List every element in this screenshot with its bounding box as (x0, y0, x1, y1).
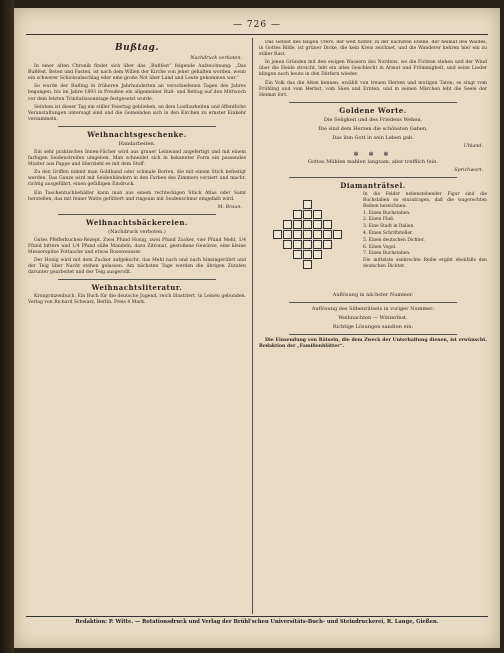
puzzle-clue: 3. Eine Stadt in Italien. (363, 224, 415, 230)
puzzle-cell (303, 210, 312, 219)
header-rule (26, 34, 488, 35)
puzzle-clue: 4. Einen Schriftsteller. (363, 230, 414, 236)
footer-rule (26, 616, 488, 617)
puzzle-cell (293, 250, 302, 259)
section-divider (289, 102, 457, 103)
section-divider (289, 334, 457, 335)
article-paragraph: Das Gebiet des langen Ufers, der weit hinter, in der nächsten Ebene, der heimat des Waldes, in Gottes Bilde, ist grüner Dicke, die kein Kreis zeichnet, und die Wanderer kehren hier ein zu stiller Rast. (259, 40, 487, 58)
puzzle-cell (313, 210, 322, 219)
section-divider (58, 279, 216, 280)
puzzle-cell (313, 220, 322, 229)
section-paragraph: Zu den Griffen nimmt man Goldband oder schmale Borten, die mit einem Stich befestigt werden. Das Ganze wird mit Seidenbändern in den Farben des Zimmers verziert und macht, richtig ausgeführt, einen gefälligen Eindruck. (28, 170, 246, 188)
ornament-divider: ✽ ✽ ✽ (353, 150, 393, 158)
puzzle-cell (313, 250, 322, 259)
puzzle-cell (303, 240, 312, 249)
solvers-label: Richtige Lösungen sandten ein: (332, 324, 414, 331)
section-heading: Weihnachtsgeschenke. (87, 129, 187, 139)
poem-line: Die sind dem Herzen die schönsten Gaben, (318, 125, 428, 132)
puzzle-cell (303, 250, 312, 259)
puzzle-clue: 7. Einen Buchstaben. (363, 251, 411, 257)
puzzle-cell (293, 230, 302, 239)
column-divider (252, 38, 253, 614)
section-subheading: (Nachdruck verboten.) (108, 228, 166, 235)
section-paragraph: Der Honig wird mit dem Zucker aufgekocht, das Mehl nach und nach hineingerührt und der Teig über Nacht stehen gelassen. Am nächsten Tage werden die übrigen Zutaten darunter gearbeitet und der Teig ausgerollt. (28, 258, 246, 276)
puzzle-outro: Die mittelste senkrechte Reihe ergibt ebenfalls den deutschen Dichter. (363, 258, 487, 269)
puzzle-cell (313, 240, 322, 249)
section-heading: Weihnachtsliteratur. (91, 283, 183, 293)
section-paragraph: Ein Taschentuchbehälter kann man aus einem rechteckigen Stück Atlas oder Samt herstellen, das mit feiner Watte gefüttert und ringsum mit Seidenschnur eingefaßt wird. (28, 190, 246, 202)
puzzle-intro: In die Felder nebenstehender Figur sind die Buchstaben so einzutragen, daß die wagerechten Reihen bezeichnen: (363, 192, 487, 209)
puzzle-clue: 1. Einen Buchstaben. (363, 210, 411, 216)
puzzle-cell (323, 230, 332, 239)
closing-quote: Gottes Mühlen mahlen langsam, aber trefflich fein. (308, 159, 438, 166)
poem-line: Die Seligkeit und des Friedens Wehen, (323, 116, 423, 123)
puzzle-resolution-label: Auflösung in nächster Nummer. (332, 292, 414, 299)
article-title: Bußtag. (115, 43, 159, 53)
puzzle-cell (293, 240, 302, 249)
article-paragraph: So wurde der Bußtag in früheren Jahrhunderten an verschiedenen Tagen des Jahres begangen, bis im Jahre 1893 in Preußen ein allgemeiner Buß- und Bettag auf den Mittwoch vor dem letzten Trinitatissonntage festgesetzt wurde. (28, 84, 246, 102)
section-byline: M. Braun. (217, 204, 242, 210)
section-paragraph: Gutes Pfefferkuchen-Rezept. Zwei Pfund Honig, zwei Pfund Zucker, vier Pfund Mehl, 1/4 Pfund bittere und 1/4 Pfund süße Mandeln, dazu Zitronat, gestoßene Gewürze, eine kleine Messerspitze Pottasche und etwas Rosenwasser. (28, 237, 246, 255)
puzzle-cell (303, 260, 312, 269)
section-paragraph: Kronprinzenbuch. Ein Buch für die deutsche Jugend, reich illustriert, in Leinen gebunden. Verlag von Richard Schwarz, Berlin. Preis 4 Mark. (28, 294, 246, 306)
puzzle-cell (303, 230, 312, 239)
imprint-footer: Redaktion: P. Witte. — Rotationsdruck und Verlag der Brühl'schen Universitäts-Buch- und Steindruckerei, R. Lange, Gießen. (75, 619, 439, 625)
puzzle-cell (333, 230, 342, 239)
puzzle-cell (293, 220, 302, 229)
puzzle-clue: 5. Einen deutschen Dichter. (363, 237, 425, 243)
puzzle-cell (303, 200, 312, 209)
section-divider (289, 177, 457, 178)
left-column (28, 40, 246, 612)
goldene-worte-heading: Goldene Worte. (339, 105, 407, 115)
diamond-puzzle (263, 192, 487, 288)
article-subtitle: Nachdruck verboten. (190, 56, 242, 61)
section-divider (289, 302, 457, 303)
scan-edge (0, 0, 14, 653)
puzzle-cell (283, 240, 292, 249)
article-paragraph: In jenen Gründen mit den ewigen Wassern des Nordens, wo die Fichten stehen und der Wind über die Heide streicht, lebt ein altes Geschlecht in Armut und Frömmigkeit, und seine Lieder klingen noch heute in den Dörfern wieder. (259, 60, 487, 78)
poem-line: Das ihm Gott in sein Leben gab. (332, 134, 414, 141)
puzzle-cell (283, 220, 292, 229)
poem-author: Uhland. (463, 143, 483, 149)
section-subheading: Handarbeiten. (118, 140, 156, 147)
puzzle-cell (313, 230, 322, 239)
puzzle-clue: 2. Einen Fluß. (363, 217, 395, 223)
article-paragraph: In einer alten Chronik findet sich über das „Bußfest“ folgende Aufzeichnung: „Das Bußfest, Beten und Fasten, ist nach dem Willen der Kirche von jeher gehalten worden, wenn ein schwerer Schicksalsschlag oder eine große Not über Land und Leute gekommen war.“ (28, 64, 246, 82)
section-heading: Weihnachtsbäckereien. (86, 217, 188, 227)
right-column (259, 40, 487, 612)
puzzle-text (363, 192, 487, 271)
section-paragraph: Ein sehr praktisches Innen-Fächer wird aus grauer Leinwand angefertigt und mit einem farbigen Seidenstreifen umgeben. Man schneidet sich in bekannter Form ein passendes Muster aus Pappe und überzieht es mit dem Stoff. (28, 149, 246, 168)
article-paragraph: Ein Volk das die Alten kennen, erzählt von treuen Herzen und mutigen Taten; es singt vom Frühling und vom Herbst, vom Säen und Ernten, und in seinen Märchen lebt die Seele der Heimat fort. (259, 80, 487, 98)
page-number: — 726 — (233, 20, 281, 30)
previous-solution-label: Auflösung des Silbenrätsels in voriger Nummer: (311, 306, 435, 313)
puzzle-cell (303, 220, 312, 229)
editorial-notice: Die Einsendung von Rätseln, die dem Zweck der Unterhaltung dienen, ist erwünscht. Redaktion der „Familienblätter“. (259, 338, 487, 350)
previous-solution-text: Weihnachten — Winterfest. (338, 315, 408, 322)
puzzle-cell (323, 220, 332, 229)
newspaper-page (14, 8, 500, 648)
puzzle-heading: Diamanträtsel. (340, 181, 406, 191)
puzzle-cell (273, 230, 282, 239)
puzzle-cell (293, 210, 302, 219)
puzzle-cell (323, 240, 332, 249)
section-divider (58, 214, 216, 215)
closing-quote-author: Sprichwort. (454, 168, 483, 174)
article-paragraph: Seitdem ist dieser Tag ein stiller Feiertag geblieben, an dem Lustbarkeiten und öffentliche Veranstaltungen untersagt sind und die Gemeinden sich in den Kirchen zu ernster Einkehr versammeln. (28, 104, 246, 122)
puzzle-clue: 6. Einen Vogel. (363, 244, 397, 250)
puzzle-cell (283, 230, 292, 239)
section-divider (58, 126, 216, 127)
